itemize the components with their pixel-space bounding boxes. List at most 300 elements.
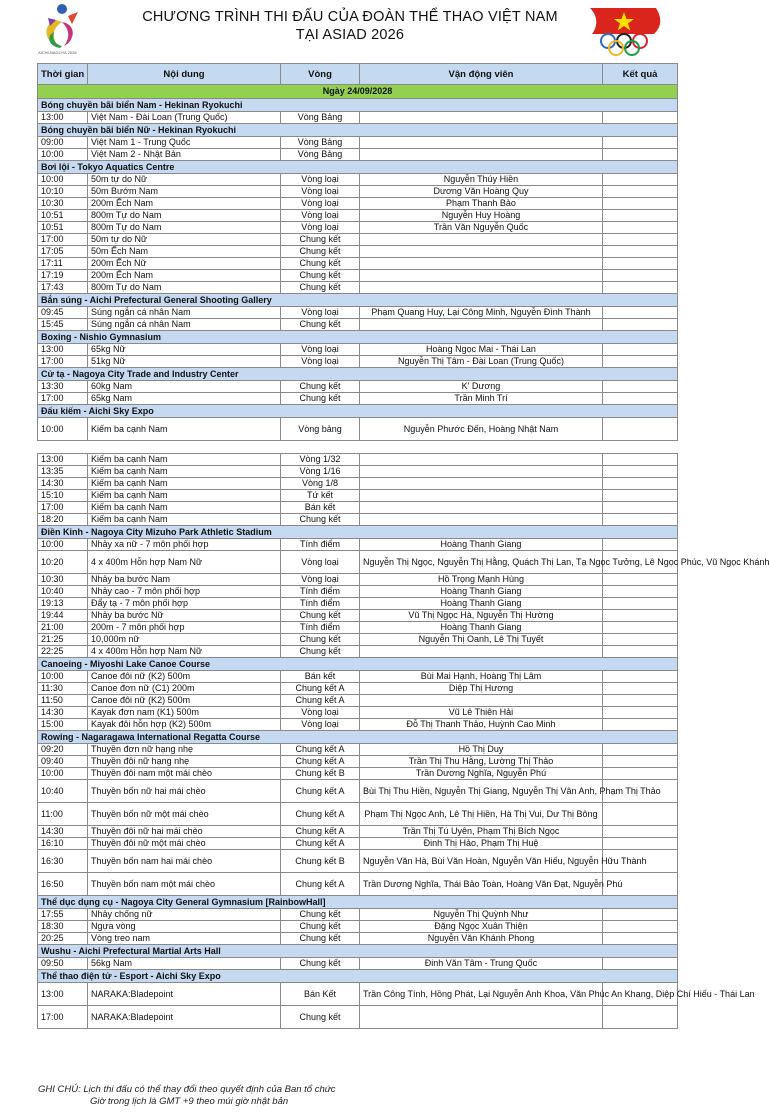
cell-event: Thuyền bốn nữ hai mái chèo: [88, 780, 281, 803]
cell-athletes: Trần Văn Nguyễn Quốc: [360, 222, 603, 234]
table-row: [38, 634, 678, 646]
section-title: Thể dục dụng cụ - Nagoya City General Gymnasium [RainbowHall]: [38, 896, 678, 909]
cell-result: [603, 454, 678, 466]
day-row: [38, 85, 678, 99]
cell-event: Việt Nam 2 - Nhật Bản: [88, 149, 281, 161]
cell-athletes: Hồ Thị Duy: [360, 744, 603, 756]
cell-time: 21:25: [38, 634, 88, 646]
table-row: [38, 768, 678, 780]
cell-stage: Chung kết B: [281, 850, 360, 873]
cell-event: Nhảy ba bước Nữ: [88, 610, 281, 622]
section-row: [38, 526, 678, 539]
table-row: [38, 490, 678, 502]
cell-athletes: Đinh Văn Tâm - Trung Quốc: [360, 958, 603, 970]
cell-stage: Chung kết: [281, 270, 360, 282]
cell-stage: Chung kết: [281, 1006, 360, 1029]
table-row: [38, 454, 678, 466]
cell-athletes: Phạm Thanh Bảo: [360, 198, 603, 210]
cell-event: 800m Tự do Nam: [88, 222, 281, 234]
cell-result: [603, 610, 678, 622]
cell-stage: Chung kết A: [281, 838, 360, 850]
cell-stage: Tính điểm: [281, 598, 360, 610]
cell-time: 19:13: [38, 598, 88, 610]
table-row: [38, 234, 678, 246]
cell-athletes: Nguyễn Thị Ngọc, Nguyễn Thị Hằng, Quách Thị Lan, Tạ Ngọc Tưởng, Lê Ngọc Phúc, Vũ Ngọc Khánh: [360, 551, 603, 574]
section-row: [38, 161, 678, 174]
cell-athletes: Nguyễn Huy Hoàng: [360, 210, 603, 222]
cell-event: Kiếm ba cạnh Nam: [88, 454, 281, 466]
cell-result: [603, 683, 678, 695]
table-row: [38, 186, 678, 198]
cell-event: 200m Ếch Nam: [88, 198, 281, 210]
cell-stage: Chung kết: [281, 393, 360, 405]
col-header-event: Nội dung: [88, 64, 281, 85]
table-row: [38, 826, 678, 838]
table-row: [38, 149, 678, 161]
cell-athletes: Bùi Mai Hạnh, Hoàng Thị Lâm: [360, 671, 603, 683]
cell-stage: Chung kết: [281, 958, 360, 970]
cell-time: 21:00: [38, 622, 88, 634]
cell-result: [603, 344, 678, 356]
cell-athletes: Trần Thị Thu Hằng, Lường Thị Thảo: [360, 756, 603, 768]
cell-result: [603, 174, 678, 186]
cell-stage: Chung kết: [281, 282, 360, 294]
cell-athletes: Nguyễn Thị Quỳnh Như: [360, 909, 603, 921]
notes-line-2: Giờ trong lịch là GMT +9 theo múi giờ nhật bản: [90, 1096, 289, 1107]
cell-athletes: Dương Văn Hoàng Quy: [360, 186, 603, 198]
cell-time: 09:50: [38, 958, 88, 970]
table-row: [38, 695, 678, 707]
table-row: [38, 983, 678, 1006]
cell-time: 17:05: [38, 246, 88, 258]
cell-athletes: Diệp Thị Hương: [360, 683, 603, 695]
table-row: [38, 393, 678, 405]
cell-stage: Chung kết: [281, 646, 360, 658]
cell-time: 16:50: [38, 873, 88, 896]
cell-stage: Vòng loại: [281, 707, 360, 719]
cell-athletes: [360, 112, 603, 124]
cell-time: 20:25: [38, 933, 88, 945]
cell-athletes: Nguyễn Văn Khánh Phong: [360, 933, 603, 945]
cell-athletes: Phạm Quang Huy, Lại Công Minh, Nguyễn Đình Thành: [360, 307, 603, 319]
cell-athletes: Nguyễn Văn Hà, Bùi Văn Hoàn, Nguyễn Văn Hiếu, Nguyễn Hữu Thành: [360, 850, 603, 873]
section-row: [38, 368, 678, 381]
table-row: [38, 246, 678, 258]
cell-event: Súng ngắn cá nhân Nam: [88, 307, 281, 319]
cell-result: [603, 307, 678, 319]
table-row: [38, 610, 678, 622]
cell-result: [603, 319, 678, 331]
header: [0, 0, 700, 60]
cell-stage: Vòng loại: [281, 186, 360, 198]
cell-result: [603, 418, 678, 441]
table-row: [38, 112, 678, 124]
cell-athletes: Trần Minh Trí: [360, 393, 603, 405]
cell-event: Kayak đơn nam (K1) 500m: [88, 707, 281, 719]
table-row: [38, 921, 678, 933]
cell-stage: Vòng loại: [281, 222, 360, 234]
cell-event: Kiếm ba cạnh Nam: [88, 514, 281, 526]
section-title: Wushu - Aichi Prefectural Martial Arts Hall: [38, 945, 678, 958]
cell-event: Nhảy ba bước Nam: [88, 574, 281, 586]
cell-time: 10:51: [38, 210, 88, 222]
table-row: [38, 502, 678, 514]
cell-stage: Vòng loại: [281, 174, 360, 186]
cell-result: [603, 282, 678, 294]
cell-athletes: [360, 270, 603, 282]
cell-event: Canoe đôi nữ (K2) 500m: [88, 695, 281, 707]
section-row: [38, 99, 678, 112]
page-title: [110, 8, 590, 44]
section-title: Thể thao điện tử - Esport - Aichi Sky Expo: [38, 970, 678, 983]
cell-stage: Chung kết: [281, 381, 360, 393]
cell-time: 10:00: [38, 149, 88, 161]
vietnam-olympic-logo-icon: [586, 4, 670, 58]
cell-event: 200m Ếch Nam: [88, 270, 281, 282]
cell-athletes: Hồ Trọng Mạnh Hùng: [360, 574, 603, 586]
cell-athletes: Đinh Thị Hảo, Phạm Thị Huệ: [360, 838, 603, 850]
cell-time: 09:20: [38, 744, 88, 756]
cell-event: Súng ngắn cá nhân Nam: [88, 319, 281, 331]
cell-time: 13:00: [38, 983, 88, 1006]
cell-event: Nhảy xa nữ - 7 môn phối hợp: [88, 539, 281, 551]
cell-result: [603, 958, 678, 970]
cell-stage: Bán kết: [281, 671, 360, 683]
table-row: [38, 850, 678, 873]
table-row: [38, 933, 678, 945]
cell-stage: Vòng 1/8: [281, 478, 360, 490]
cell-stage: Vòng loại: [281, 551, 360, 574]
cell-athletes: Vũ Lê Thiên Hải: [360, 707, 603, 719]
cell-result: [603, 246, 678, 258]
cell-athletes: Trần Công Tính, Hồng Phát, Lại Nguyễn Anh Khoa, Văn Phúc An Khang, Diệp Chí Hiếu - Thái Lan: [360, 983, 603, 1006]
cell-result: [603, 933, 678, 945]
cell-result: [603, 356, 678, 368]
section-title: Boxing - Nishio Gymnasium: [38, 331, 678, 344]
cell-time: 15:10: [38, 490, 88, 502]
cell-athletes: [360, 478, 603, 490]
table-row: [38, 707, 678, 719]
cell-athletes: Nguyễn Thị Tâm - Đài Loan (Trung Quốc): [360, 356, 603, 368]
cell-time: 17:00: [38, 356, 88, 368]
cell-stage: Chung kết A: [281, 744, 360, 756]
section-title: Rowing - Nagaragawa International Regatta Course: [38, 731, 678, 744]
cell-athletes: Trần Dương Nghĩa, Thái Bảo Toàn, Hoàng Văn Đạt, Nguyễn Phú: [360, 873, 603, 896]
cell-time: 10:30: [38, 574, 88, 586]
cell-athletes: Phạm Thị Ngọc Anh, Lê Thị Hiền, Hà Thị Vui, Dư Thị Bông: [360, 803, 603, 826]
cell-stage: Tính điểm: [281, 586, 360, 598]
cell-event: 4 x 400m Hỗn hợp Nam Nữ: [88, 646, 281, 658]
cell-event: Việt Nam 1 - Trung Quốc: [88, 137, 281, 149]
cell-result: [603, 744, 678, 756]
cell-result: [603, 270, 678, 282]
cell-athletes: Trần Thị Tú Uyên, Phạm Thị Bích Ngọc: [360, 826, 603, 838]
cell-time: 17:00: [38, 1006, 88, 1029]
table-row: [38, 958, 678, 970]
cell-result: [603, 393, 678, 405]
cell-result: [603, 756, 678, 768]
cell-athletes: Hoàng Thanh Giang: [360, 622, 603, 634]
cell-time: 10:00: [38, 539, 88, 551]
cell-time: 11:00: [38, 803, 88, 826]
cell-event: Vòng treo nam: [88, 933, 281, 945]
cell-event: Thuyền bốn nam một mái chèo: [88, 873, 281, 896]
table-row: [38, 381, 678, 393]
cell-time: 17:00: [38, 393, 88, 405]
cell-result: [603, 112, 678, 124]
spacer-cell: [360, 441, 603, 454]
col-header-athletes: Vận động viên: [360, 64, 603, 85]
table-row: [38, 551, 678, 574]
cell-time: 10:51: [38, 222, 88, 234]
cell-time: 10:00: [38, 418, 88, 441]
cell-event: 4 x 400m Hỗn hợp Nam Nữ: [88, 551, 281, 574]
section-row: [38, 896, 678, 909]
cell-event: 200m - 7 môn phối hợp: [88, 622, 281, 634]
cell-result: [603, 514, 678, 526]
table-row: [38, 586, 678, 598]
cell-result: [603, 622, 678, 634]
section-row: [38, 405, 678, 418]
cell-stage: Vòng Bảng: [281, 112, 360, 124]
cell-event: Thuyền đơn nữ hạng nhẹ: [88, 744, 281, 756]
section-row: [38, 970, 678, 983]
cell-athletes: [360, 1006, 603, 1029]
cell-event: Thuyền bốn nữ một mái chèo: [88, 803, 281, 826]
cell-athletes: [360, 246, 603, 258]
cell-event: Canoe đơn nữ (C1) 200m: [88, 683, 281, 695]
schedule-table: [37, 63, 769, 1029]
cell-stage: Vòng loại: [281, 307, 360, 319]
table-row: [38, 744, 678, 756]
section-title: Điền Kinh - Nagoya City Mizuho Park Athletic Stadium: [38, 526, 678, 539]
cell-event: 50m tự do Nữ: [88, 174, 281, 186]
cell-stage: Bán Kết: [281, 983, 360, 1006]
cell-time: 17:00: [38, 502, 88, 514]
section-title: Canoeing - Miyoshi Lake Canoe Course: [38, 658, 678, 671]
cell-athletes: Đặng Ngọc Xuân Thiện: [360, 921, 603, 933]
cell-athletes: [360, 258, 603, 270]
cell-result: [603, 671, 678, 683]
cell-event: Kiếm ba cạnh Nam: [88, 502, 281, 514]
cell-time: 16:30: [38, 850, 88, 873]
title-line-2: TẠI ASIAD 2026: [295, 27, 405, 43]
cell-result: [603, 1006, 678, 1029]
cell-result: [603, 198, 678, 210]
cell-stage: Chung kết A: [281, 683, 360, 695]
cell-stage: Chung kết: [281, 634, 360, 646]
cell-event: Nhảy chống nữ: [88, 909, 281, 921]
cell-time: 18:30: [38, 921, 88, 933]
cell-result: [603, 381, 678, 393]
cell-event: Nhảy cao - 7 môn phối hợp: [88, 586, 281, 598]
table-row: [38, 344, 678, 356]
table-row: [38, 683, 678, 695]
cell-athletes: [360, 454, 603, 466]
table-row: [38, 282, 678, 294]
cell-time: 17:19: [38, 270, 88, 282]
cell-result: [603, 149, 678, 161]
table-row: [38, 646, 678, 658]
spacer-cell: [88, 441, 281, 454]
cell-athletes: [360, 502, 603, 514]
section-row: [38, 331, 678, 344]
cell-result: [603, 826, 678, 838]
cell-result: [603, 222, 678, 234]
cell-result: [603, 838, 678, 850]
cell-time: 17:00: [38, 234, 88, 246]
cell-event: 50m tự do Nữ: [88, 234, 281, 246]
cell-time: 14:30: [38, 707, 88, 719]
cell-event: NARAKA:Bladepoint: [88, 1006, 281, 1029]
cell-athletes: Đỗ Thị Thanh Thảo, Huỳnh Cao Minh: [360, 719, 603, 731]
cell-result: [603, 634, 678, 646]
cell-result: [603, 768, 678, 780]
cell-result: [603, 707, 678, 719]
cell-athletes: Vũ Thị Ngọc Hà, Nguyễn Thị Hường: [360, 610, 603, 622]
cell-athletes: [360, 695, 603, 707]
table-row: [38, 873, 678, 896]
cell-event: Ngựa vòng: [88, 921, 281, 933]
table-row: [38, 307, 678, 319]
cell-athletes: Bùi Thị Thu Hiền, Nguyễn Thị Giang, Nguyễn Thị Vân Anh, Phạm Thị Thảo: [360, 780, 603, 803]
cell-stage: Vòng bảng: [281, 418, 360, 441]
cell-result: [603, 909, 678, 921]
cell-event: 800m Tự do Nam: [88, 282, 281, 294]
section-title: Bóng chuyền bãi biển Nữ - Hekinan Ryokuchi: [38, 124, 678, 137]
cell-time: 17:11: [38, 258, 88, 270]
cell-event: 800m Tự do Nam: [88, 210, 281, 222]
cell-time: 13:00: [38, 112, 88, 124]
cell-time: 17:43: [38, 282, 88, 294]
cell-result: [603, 921, 678, 933]
cell-event: 50m Ếch Nam: [88, 246, 281, 258]
cell-athletes: [360, 646, 603, 658]
table-row: [38, 356, 678, 368]
cell-stage: Vòng Bảng: [281, 137, 360, 149]
section-title: Bắn súng - Aichi Prefectural General Shooting Gallery: [38, 294, 678, 307]
table-row: [38, 622, 678, 634]
cell-athletes: [360, 319, 603, 331]
table-row: [38, 803, 678, 826]
cell-result: [603, 803, 678, 826]
cell-event: Việt Nam - Đài Loan (Trung Quốc): [88, 112, 281, 124]
cell-result: [603, 695, 678, 707]
cell-event: Kiếm ba cạnh Nam: [88, 478, 281, 490]
cell-time: 10:00: [38, 768, 88, 780]
cell-event: Kiếm ba cạnh Nam: [88, 466, 281, 478]
table-row: [38, 514, 678, 526]
cell-athletes: Hoàng Thanh Giang: [360, 586, 603, 598]
cell-result: [603, 598, 678, 610]
cell-athletes: Trần Dương Nghĩa, Nguyễn Phú: [360, 768, 603, 780]
cell-stage: Chung kết: [281, 909, 360, 921]
cell-result: [603, 502, 678, 514]
cell-athletes: [360, 514, 603, 526]
section-row: [38, 294, 678, 307]
col-header-time: Thời gian: [38, 64, 88, 85]
cell-time: 10:30: [38, 198, 88, 210]
cell-result: [603, 234, 678, 246]
table-row: [38, 780, 678, 803]
cell-time: 11:50: [38, 695, 88, 707]
cell-event: 65kg Nữ: [88, 344, 281, 356]
cell-time: 18:20: [38, 514, 88, 526]
cell-stage: Tính điểm: [281, 539, 360, 551]
table-row: [38, 539, 678, 551]
cell-time: 13:00: [38, 344, 88, 356]
cell-athletes: Nguyễn Phước Đến, Hoàng Nhật Nam: [360, 418, 603, 441]
cell-event: Thuyền bốn nam hai mái chèo: [88, 850, 281, 873]
title-line-1: CHƯƠNG TRÌNH THI ĐẤU CỦA ĐOÀN THỂ THAO VIỆT NAM: [142, 9, 558, 25]
table-row: [38, 719, 678, 731]
cell-result: [603, 210, 678, 222]
cell-time: 16:10: [38, 838, 88, 850]
cell-result: [603, 586, 678, 598]
table-header-row: [38, 64, 678, 85]
cell-result: [603, 186, 678, 198]
table-row: [38, 319, 678, 331]
section-row: [38, 658, 678, 671]
schedule-body: [38, 85, 769, 1029]
table-row: [38, 1006, 678, 1029]
cell-time: 10:10: [38, 186, 88, 198]
cell-stage: Chung kết A: [281, 873, 360, 896]
cell-event: 60kg Nam: [88, 381, 281, 393]
cell-stage: Chung kết A: [281, 826, 360, 838]
cell-event: 50m Bướm Nam: [88, 186, 281, 198]
table-row: [38, 598, 678, 610]
cell-time: 15:45: [38, 319, 88, 331]
cell-athletes: [360, 137, 603, 149]
cell-event: Kiếm ba cạnh Nam: [88, 490, 281, 502]
cell-time: 11:30: [38, 683, 88, 695]
cell-stage: Chung kết A: [281, 695, 360, 707]
notes: [38, 1084, 336, 1108]
cell-time: 13:35: [38, 466, 88, 478]
cell-time: 17:55: [38, 909, 88, 921]
section-row: [38, 124, 678, 137]
notes-line-1: Lịch thi đấu có thể thay đổi theo quyết định của Ban tổ chức: [83, 1084, 336, 1095]
section-title: Cử tạ - Nagoya City Trade and Industry Center: [38, 368, 678, 381]
cell-athletes: [360, 149, 603, 161]
cell-result: [603, 137, 678, 149]
table-row: [38, 574, 678, 586]
spacer-cell: [281, 441, 360, 454]
cell-time: 10:40: [38, 780, 88, 803]
spacer-row: [38, 441, 678, 454]
section-title: Đấu kiếm - Aichi Sky Expo: [38, 405, 678, 418]
cell-stage: Chung kết: [281, 514, 360, 526]
cell-stage: Chung kết: [281, 921, 360, 933]
cell-stage: Vòng Bảng: [281, 149, 360, 161]
cell-event: Kiếm ba cạnh Nam: [88, 418, 281, 441]
table-row: [38, 756, 678, 768]
cell-time: 19:44: [38, 610, 88, 622]
cell-stage: Chung kết: [281, 319, 360, 331]
table-row: [38, 418, 678, 441]
cell-result: [603, 646, 678, 658]
cell-event: 56kg Nam: [88, 958, 281, 970]
cell-stage: Vòng loại: [281, 574, 360, 586]
cell-stage: Vòng 1/32: [281, 454, 360, 466]
cell-time: 09:40: [38, 756, 88, 768]
table-row: [38, 478, 678, 490]
left-logo-caption: AICHI-NAGOYA 2026: [38, 50, 77, 55]
table-row: [38, 198, 678, 210]
cell-stage: Chung kết: [281, 933, 360, 945]
cell-stage: Chung kết A: [281, 756, 360, 768]
